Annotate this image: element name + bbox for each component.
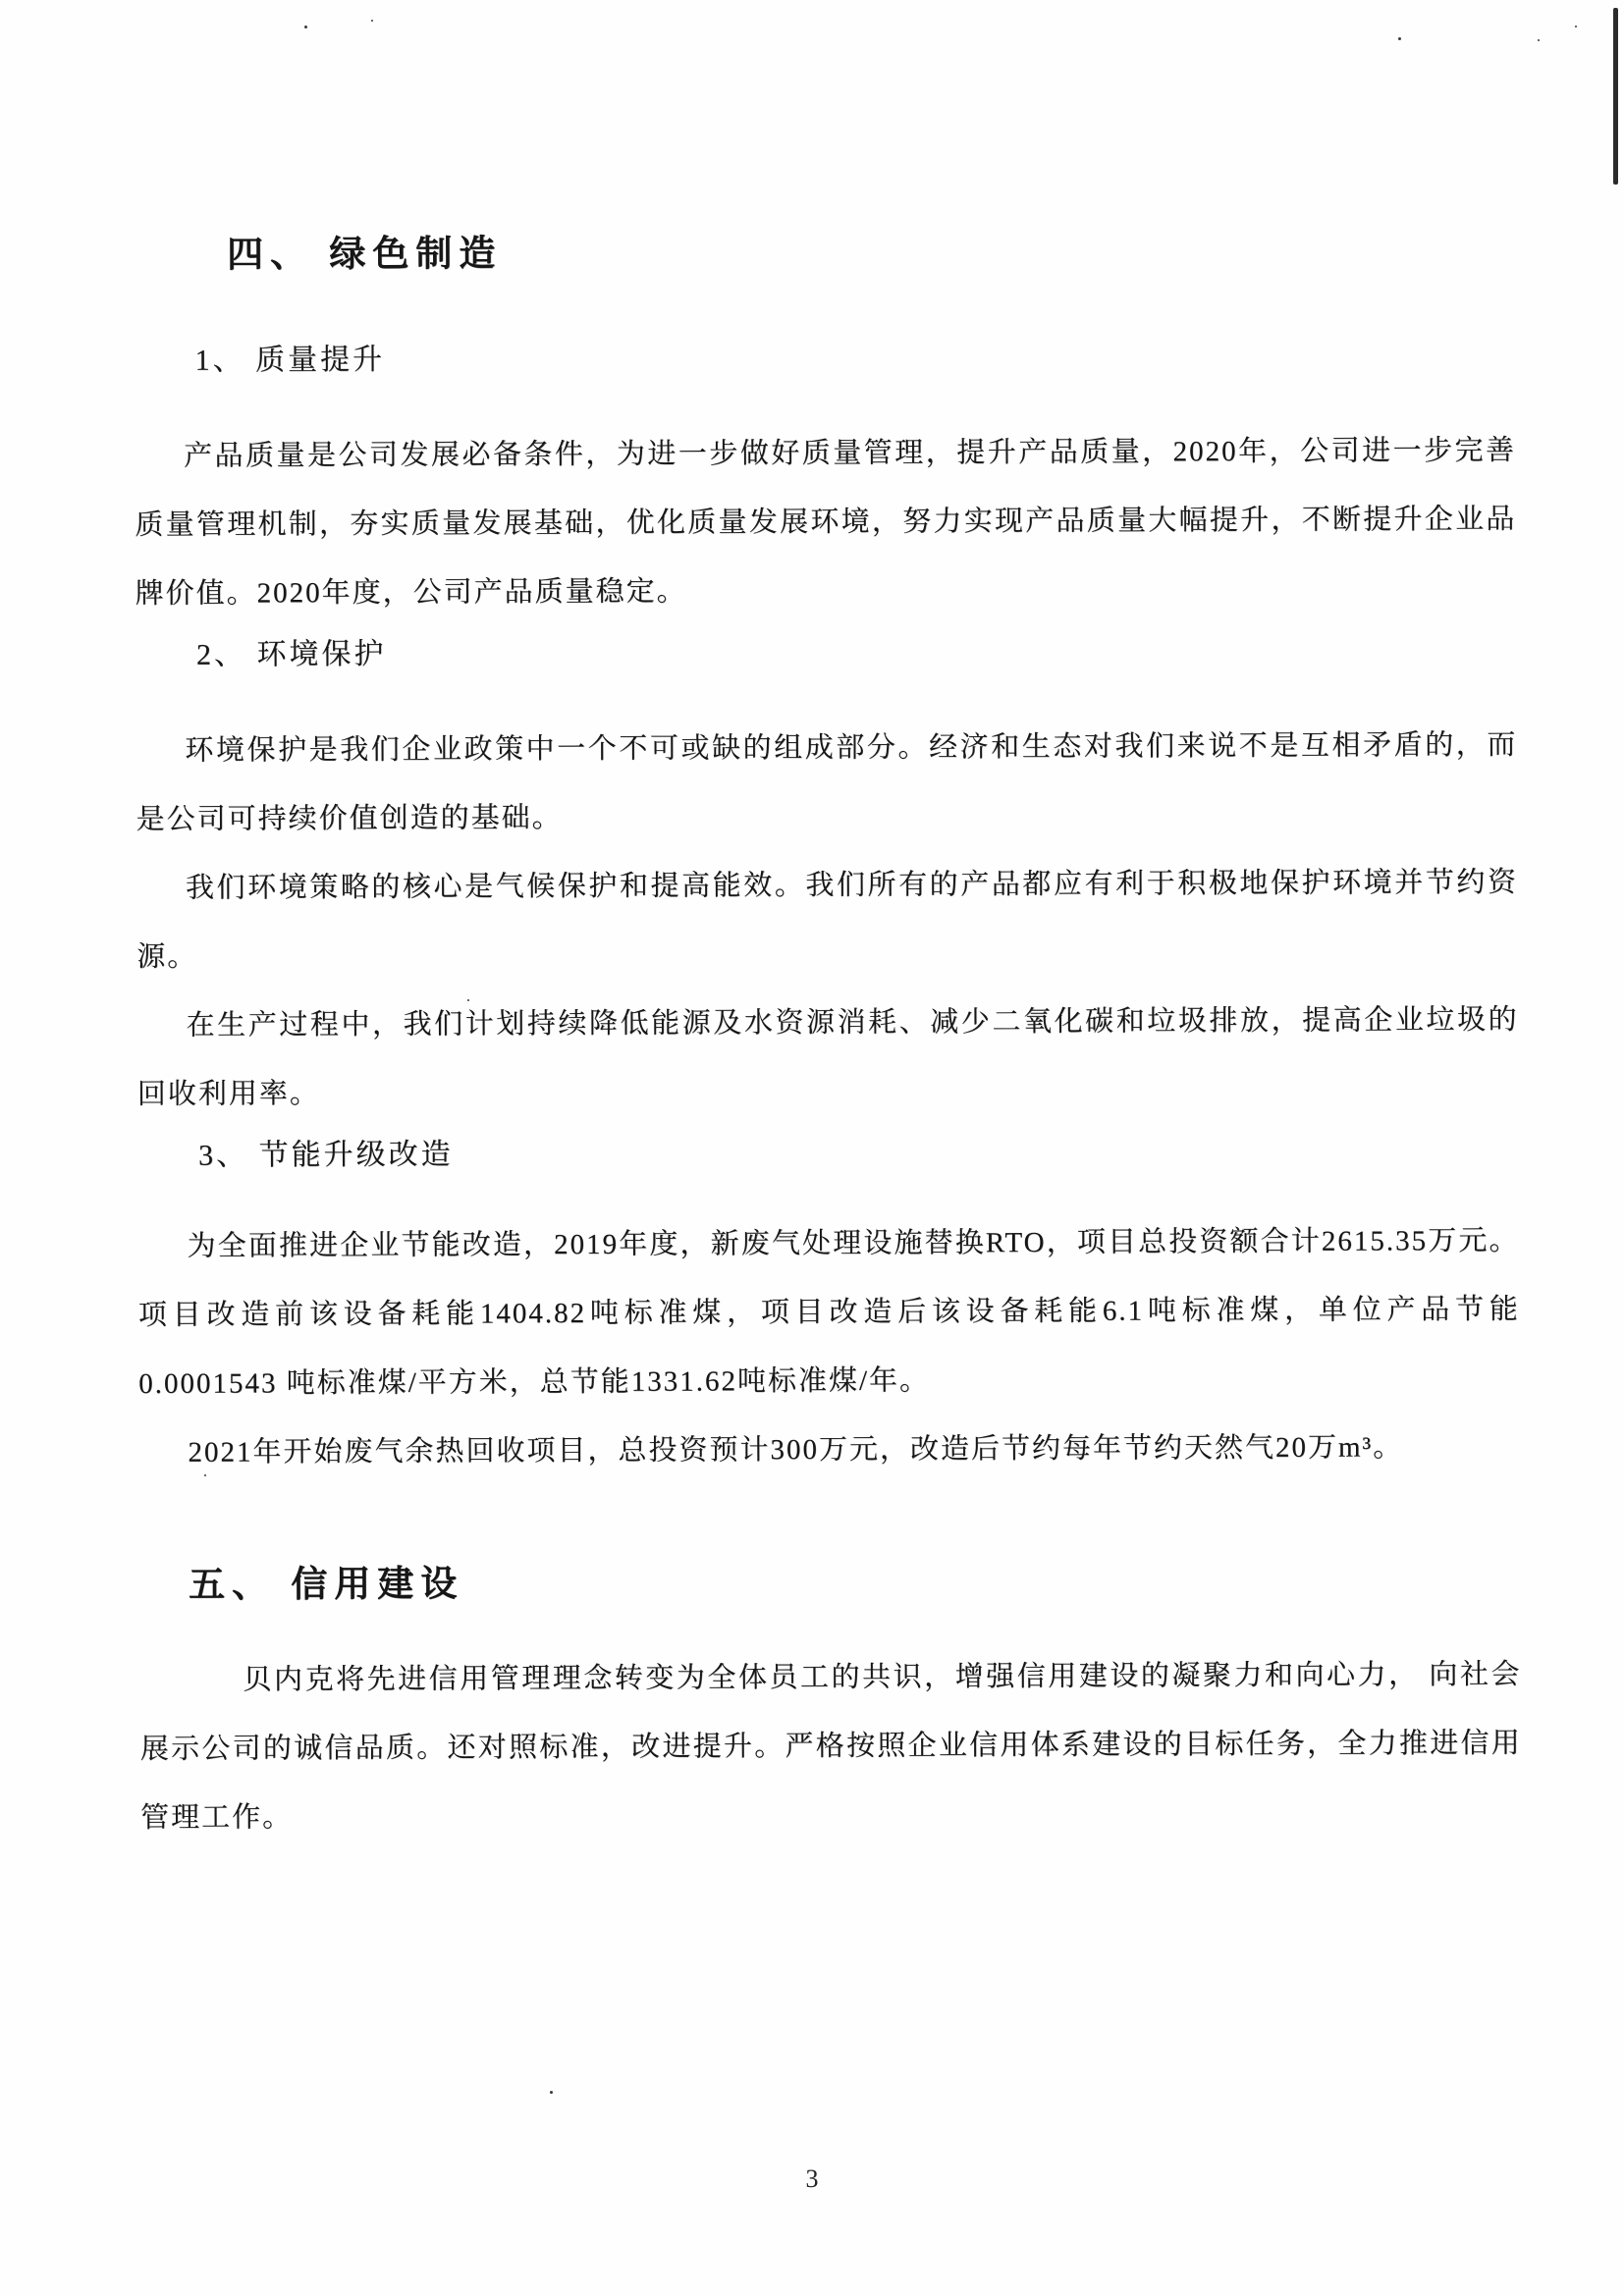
document-content [133, 0, 1522, 1852]
subsection-title-quality-improvement: 1、 质量提升 [194, 343, 386, 377]
scan-speck [467, 999, 469, 1001]
paragraph-quality: 产品质量是公司发展必备条件，为进一步做好质量管理，提升产品质量，2020年，公司进一步完善质量管理机制，夯实质量发展基础，优化质量发展环境，努力实现产品质量大幅提升，不断提升企业品牌价值。2020年度，公司产品质量稳定。 [135, 434, 1517, 610]
scan-speck [1575, 26, 1577, 27]
subsection-title-environmental-protection: 2、 环境保护 [195, 637, 387, 671]
paragraph-environment-policy: 环境保护是我们企业政策中一个不可或缺的组成部分。经济和生态对我们来说不是互相矛盾的，而是公司可持续价值创造的基础。 [135, 728, 1518, 835]
scan-speck [1538, 39, 1540, 41]
scan-speck [304, 26, 307, 28]
section-heading-green-manufacturing: 四、 绿色制造 [227, 234, 503, 276]
scan-speck [1398, 37, 1401, 40]
paragraph-energy-saving-project: 为全面推进企业节能改造，2019年度，新废气处理设施替换RTO，项目总投资额合计2615.35万元。项目改造前该设备耗能1404.82吨标准煤，项目改造后该设备耗能6.1吨标准煤，单位产品节能0.0001543 吨标准煤/平方米，总节能1331.62吨标准煤/年。 [137, 1224, 1520, 1400]
scan-speck [204, 1474, 206, 1476]
paragraph-credit-management: 贝内克将先进信用管理理念转变为全体员工的共识，增强信用建设的凝聚力和向心力， 向社会展示公司的诚信品质。还对照标准，改进提升。严格按照企业信用体系建设的目标任务，全力推进信用管理工作。 [139, 1658, 1522, 1834]
scan-speck [550, 2091, 553, 2094]
paragraph-environment-strategy: 我们环境策略的核心是气候保护和提高能效。我们所有的产品都应有利于积极地保护环境并节约资源。 [136, 866, 1519, 973]
scan-speck [371, 20, 373, 22]
subsection-title-energy-saving-upgrade: 3、 节能升级改造 [198, 1138, 454, 1172]
section-heading-credit-construction: 五、 信用建设 [188, 1564, 464, 1606]
scan-edge-artifact [1613, 8, 1618, 185]
page-number: 3 [805, 2164, 819, 2193]
paragraph-waste-heat-recovery: 2021年开始废气余热回收项目，总投资预计300万元，改造后节约每年节约天然气20万m³。 [188, 1431, 1404, 1468]
paragraph-production-process: 在生产过程中，我们计划持续降低能源及水资源消耗、减少二氧化碳和垃圾排放，提高企业垃圾的回收利用率。 [136, 1003, 1519, 1110]
